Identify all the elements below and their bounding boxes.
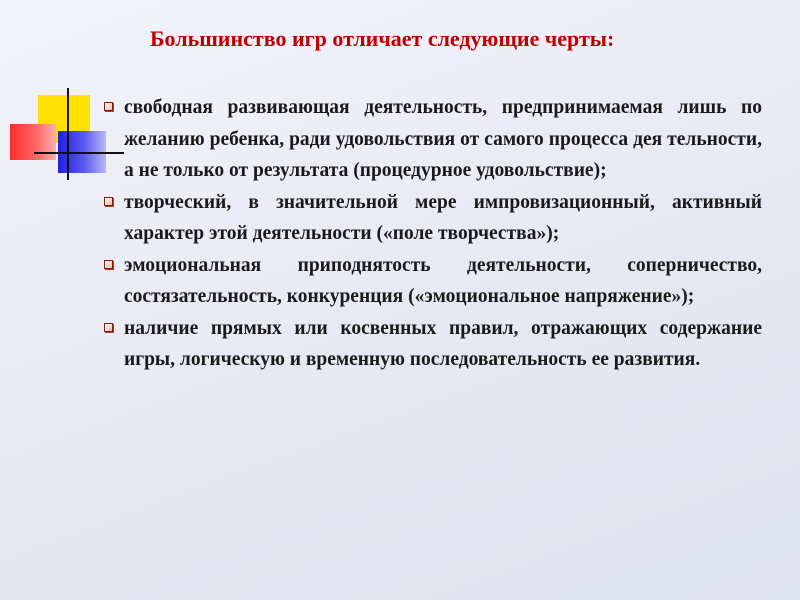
vertical-line-shape xyxy=(67,88,69,180)
list-item xyxy=(102,250,762,313)
red-square-shape xyxy=(10,124,56,160)
list-item-text: свободная развивающая деятельность, предпринимаемая лишь по желанию ребенка, ради удовольствия от самого процесса дея тельности, а не только от результата (процедурное удовольствие); xyxy=(124,97,762,181)
list-item-text: творческий, в значительной мере импровизационный, активный характер этой деятельности («поле творчества»); xyxy=(124,191,762,244)
list-item-text: наличие прямых или косвенных правил, отражающих содержание игры, логическую и временную последовательность ее развития. xyxy=(124,317,762,370)
bullet-list xyxy=(102,92,762,376)
square-bullet-icon xyxy=(104,323,113,332)
list-item xyxy=(102,92,762,187)
list-item-text: эмоциональная приподнятость деятельности, соперничество, состязательность, конкуренция («эмоциональное напряжение»); xyxy=(124,254,762,307)
square-bullet-icon xyxy=(104,102,113,111)
square-bullet-icon xyxy=(104,197,113,206)
square-bullet-icon xyxy=(104,260,113,269)
slide-title: Большинство игр отличает следующие черты: xyxy=(150,26,615,51)
list-item xyxy=(102,313,762,376)
list-item xyxy=(102,187,762,250)
